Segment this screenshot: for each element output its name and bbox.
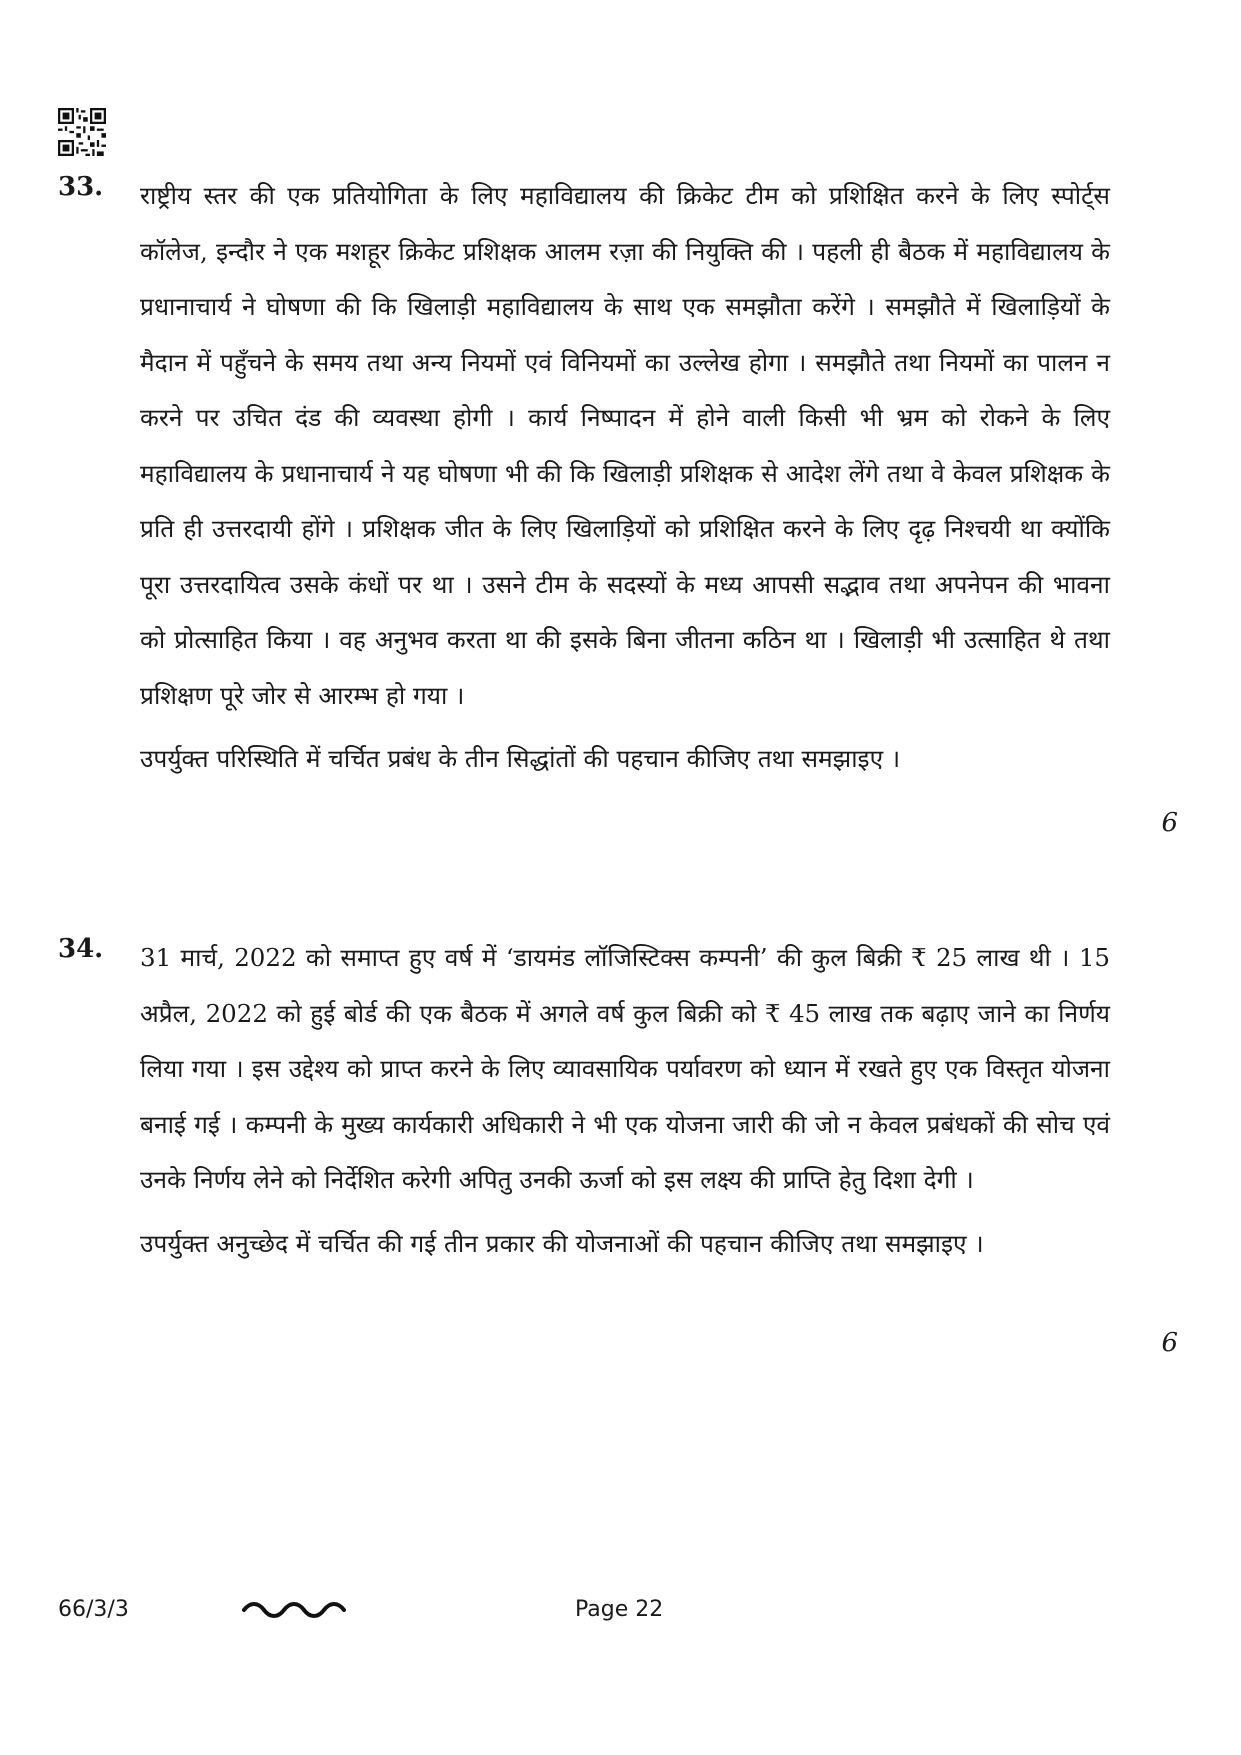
qr-code-icon	[58, 108, 106, 156]
question-task: उपर्युक्त अनुच्छेद में चर्चित की गई तीन प्रकार की योजनाओं की पहचान कीजिए तथा समझाइए ।	[140, 1228, 984, 1258]
question-paragraph: 31 मार्च, 2022 को समाप्त हुए वर्ष में ‘डायमंड लॉजिस्टिक्स कम्पनी’ की कुल बिक्री ₹ 25 लाख थी । 15 अप्रैल, 2022 को हुई बोर्ड की एक बैठक में अगले वर्ष कुल बिक्री को ₹ 45 लाख तक बढ़ाए जाने का निर्णय लिया गया । इस उद्देश्य को प्राप्त करने के लिए व्यावसायिक पर्यावरण को ध्यान में रखते हुए एक विस्तृत योजना बनाई गई । कम्पनी के मुख्य कार्यकारी अधिकारी ने भी एक योजना जारी की जो न केवल प्रबंधकों की सोच एवं उनके निर्णय लेने को निर्देशित करेगी अपितु उनकी ऊर्जा को इस लक्ष्य की प्राप्ति हेतु दिशा देगी ।	[140, 943, 1110, 1194]
question-body	[140, 930, 1110, 1271]
question-body	[140, 168, 1110, 787]
page-number: Page 22	[575, 1597, 664, 1622]
paper-code: 66/3/3	[58, 1597, 129, 1622]
question-paragraph: राष्ट्रीय स्तर की एक प्रतियोगिता के लिए महाविद्यालय की क्रिकेट टीम को प्रशिक्षित करने के लिए स्पोर्ट्स कॉलेज, इन्दौर ने एक मशहूर क्रिकेट प्रशिक्षक आलम रज़ा की नियुक्ति की । पहली ही बैठक में महाविद्यालय के प्रधानाचार्य ने घोषणा की कि खिलाड़ी महाविद्यालय के साथ एक समझौता करेंगे । समझौते में खिलाड़ियों के मैदान में पहुँचने के समय तथा अन्य नियमों एवं विनियमों का उल्लेख होगा । समझौते तथा नियमों का पालन न करने पर उचित दंड की व्यवस्था होगी । कार्य निष्पादन में होने वाली किसी भी भ्रम को रोकने के लिए महाविद्यालय के प्रधानाचार्य ने यह घोषणा भी की कि खिलाड़ी प्रशिक्षक से आदेश लेंगे तथा वे केवल प्रशिक्षक के प्रति ही उत्तरदायी होंगे । प्रशिक्षक जीत के लिए खिलाड़ियों को प्रशिक्षित करने के लिए दृढ़ निश्चयी था क्योंकि पूरा उत्तरदायित्व उसके कंधों पर था । उसने टीम के सदस्यों के मध्य आपसी सद्भाव तथा अपनेपन की भावना को प्रोत्साहित किया । वह अनुभव करता था की इसके बिना जीतना कठिन था । खिलाड़ी भी उत्साहित थे तथा प्रशिक्षण पूरे जोर से आरम्भ हो गया ।	[140, 181, 1110, 710]
page-footer	[0, 1597, 1241, 1637]
question-number: 34.	[58, 934, 104, 964]
tilde-ornament-icon	[240, 1597, 350, 1623]
question-marks: 6	[1161, 808, 1178, 838]
question-task: उपर्युक्त परिस्थिति में चर्चित प्रबंध के तीन सिद्धांतों की पहचान कीजिए तथा समझाइए ।	[140, 744, 901, 773]
question-number: 33.	[58, 172, 104, 202]
question-marks: 6	[1161, 1328, 1178, 1358]
